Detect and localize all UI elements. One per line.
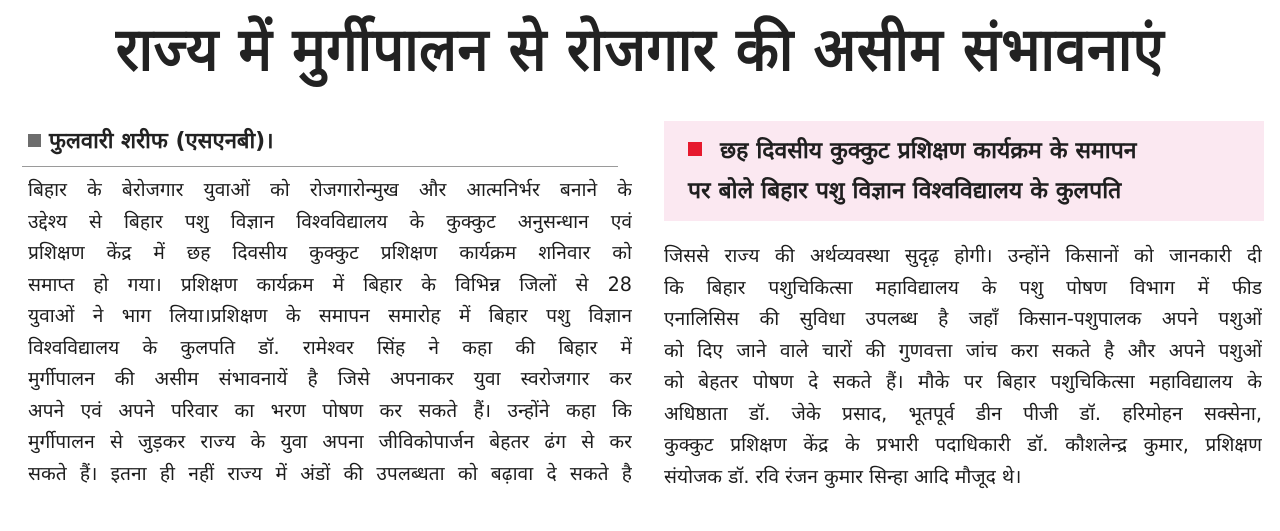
article-column-left — [28, 174, 632, 489]
paragraph-line: प्रशिक्षण केंद्र में छह दिवसीय कुक्कुट प्रशिक्षण कार्यक्रम शनिवार को — [28, 241, 632, 264]
square-bullet-icon — [28, 134, 41, 147]
paragraph-line: कुक्कुट प्रशिक्षण केंद्र के प्रभारी पदाधिकारी डॉ. कौशलेन्द्र कुमार, प्रशिक्षण — [664, 433, 1262, 456]
callout-text — [688, 131, 1258, 211]
paragraph-line: को दिए जाने वाले चारों की गुणवत्ता जांच करा सकते है और अपने पशुओं — [664, 338, 1262, 362]
red-square-bullet-icon — [688, 142, 702, 156]
paragraph-line: बिहार के बेरोजगार युवाओं को रोजगारोन्मुख और आत्मनिर्भर बनाने के — [28, 178, 632, 201]
paragraph-line: को बेहतर पोषण दे सकते हैं। मौके पर बिहार पशुचिकित्सा महाविद्यालय के — [664, 370, 1262, 393]
callout-box — [664, 121, 1264, 221]
paragraph-line: एनालिसिस की सुविधा उपलब्ध है जहाँ किसान-पशुपालक अपने पशुओं — [664, 307, 1262, 330]
paragraph-line: उद्देश्य से बिहार पशु विज्ञान विश्वविद्यालय के कुक्कुट अनुसन्धान एवं — [28, 209, 632, 233]
paragraph-line: अपने एवं अपने परिवार का भरण पोषण कर सकते हैं। उन्होंने कहा कि — [28, 398, 632, 422]
paragraph-line: मुर्गीपालन से जुड़कर राज्य के युवा अपना जीविकोपार्जन बेहतर ढंग से कर — [28, 430, 632, 453]
headline: राज्य में मुर्गीपालन से रोजगार की असीम संभावनाएं — [115, 15, 1165, 85]
dateline-text: फुलवारी शरीफ (एसएनबी)। — [49, 129, 274, 154]
paragraph-line: अधिष्ठाता डॉ. जेके प्रसाद, भूतपूर्व डीन पीजी डॉ. हरिमोहन सक्सेना, — [664, 401, 1262, 425]
dateline-divider — [22, 166, 618, 167]
paragraph-line: विश्वविद्यालय के कुलपति डॉ. रामेश्वर सिंह ने कहा की बिहार में — [28, 335, 632, 359]
callout-line-1-text: छह दिवसीय कुक्कुट प्रशिक्षण कार्यक्रम के समापन — [720, 138, 1137, 164]
paragraph-line: संयोजक डॉ. रवि रंजन कुमार सिन्हा आदि मौजूद थे। — [664, 464, 1022, 488]
paragraph-line: कि बिहार पशुचिकित्सा महाविद्यालय के पशु पोषण विभाग में फीड — [664, 275, 1262, 299]
paragraph-line: जिससे राज्य की अर्थव्यवस्था सुदृढ़ होगी। उन्होंने किसानों को जानकारी दी — [664, 244, 1262, 267]
callout-line-2: पर बोले बिहार पशु विज्ञान विश्वविद्यालय के कुलपति — [688, 178, 1122, 204]
paragraph-line: समाप्त हो गया। प्रशिक्षण कार्यक्रम में बिहार के विभिन्न जिलों से 28 — [28, 272, 632, 296]
callout-line-1 — [688, 131, 1258, 171]
dateline — [28, 122, 274, 162]
paragraph-line: मुर्गीपालन की असीम संभावनायें है जिसे अपनाकर युवा स्वरोजगार कर — [28, 367, 632, 390]
article-column-right — [664, 240, 1262, 492]
paragraph-line: युवाओं ने भाग लिया।प्रशिक्षण के समापन समारोह में बिहार पशु विज्ञान — [28, 304, 632, 327]
paragraph-line: सकते हैं। इतना ही नहीं राज्य में अंडों की उपलब्धता को बढ़ावा दे सकते है — [28, 461, 632, 485]
